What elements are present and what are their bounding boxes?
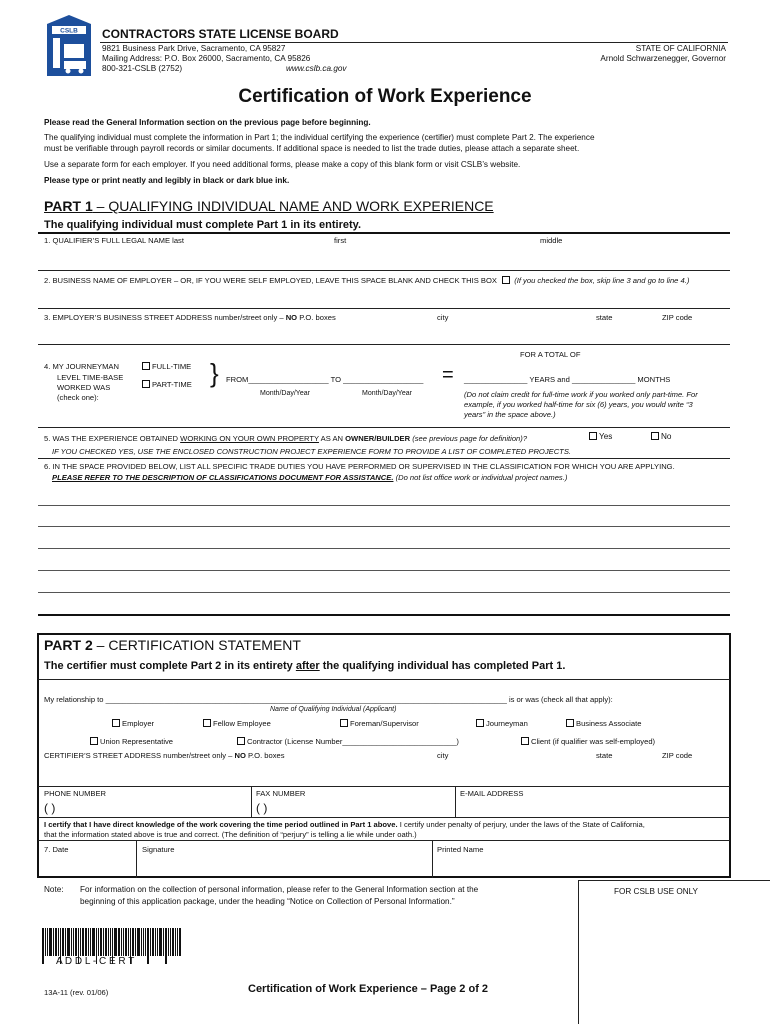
board-name: CONTRACTORS STATE LICENSE BOARD bbox=[102, 27, 339, 41]
q5-yes-option[interactable] bbox=[589, 432, 612, 441]
relationship-field[interactable]: My relationship to _______________________________________________________________________________________________ is or was (check all that apply): bbox=[44, 695, 613, 704]
part2-subheading-a: The certifier must complete Part 2 in its entirety bbox=[44, 660, 296, 672]
part2-subheading-b: the qualifying individual has completed Part 1. bbox=[319, 660, 566, 672]
certification-rest: I certify under penalty of perjury, under the laws of the State of California, bbox=[397, 820, 645, 829]
self-employed-checkbox[interactable] bbox=[502, 276, 510, 284]
fulltime-label: FULL-TIME bbox=[152, 362, 192, 371]
address-line-1: 9821 Business Park Drive, Sacramento, CA 95827 bbox=[102, 44, 286, 53]
part2-heading bbox=[44, 637, 301, 653]
form-id: 13A-11 (rev. 01/06) bbox=[44, 988, 109, 997]
certifier-street-label bbox=[44, 751, 285, 760]
intro-line-1: Please read the General Information section on the previous page before beginning. bbox=[44, 118, 371, 127]
part2-label: PART 2 bbox=[44, 637, 93, 653]
q3-state-label: state bbox=[596, 313, 613, 322]
q5-no-checkbox[interactable] bbox=[651, 432, 659, 440]
q5-label-b: AS AN bbox=[318, 434, 346, 443]
phone-number: 800-321-CSLB (2752) bbox=[102, 64, 183, 73]
trade-duties-line-3[interactable] bbox=[38, 548, 730, 549]
q6-note-italic: (Do not list office work or individual project names.) bbox=[393, 473, 568, 482]
q3-address-field[interactable] bbox=[44, 324, 728, 342]
svg-text:CSLB: CSLB bbox=[60, 27, 78, 35]
parttime-option[interactable] bbox=[142, 380, 192, 389]
q4-from-format: Month/Day/Year bbox=[260, 390, 310, 397]
q2-label bbox=[44, 276, 689, 285]
certifier-state-label: state bbox=[596, 751, 613, 760]
certification-line-1 bbox=[44, 820, 645, 829]
signature-label: Signature bbox=[142, 845, 175, 854]
parttime-checkbox[interactable] bbox=[142, 380, 150, 388]
intro-line-5: Please type or print neatly and legibly in black or dark blue ink. bbox=[44, 176, 290, 185]
trade-duties-line-5[interactable] bbox=[38, 592, 730, 593]
certification-line-2: that the information stated above is true and correct. (The definition of “perjury” is telling a lie while under oath.) bbox=[44, 830, 417, 839]
part1-subheading: The qualifying individual must complete Part 1 in its entirety. bbox=[44, 219, 362, 231]
q3-city-label: city bbox=[437, 313, 449, 322]
part2-subheading-u: after bbox=[295, 660, 320, 672]
q5-yes-checkbox[interactable] bbox=[589, 432, 597, 440]
q1-middle-label: middle bbox=[540, 236, 563, 245]
q6-note-bold: PLEASE REFER TO THE DESCRIPTION OF CLASSIFICATIONS DOCUMENT FOR ASSISTANCE. bbox=[52, 473, 394, 482]
q4-years-months-field[interactable]: _______________ YEARS and _______________ MONTHS bbox=[464, 375, 671, 384]
intro-line-3: must be verifiable through payroll records or similar documents. If additional space is needed to list the trade duties, please attach a separate sheet. bbox=[44, 144, 580, 153]
governor-label: Arnold Schwarzenegger, Governor bbox=[600, 54, 726, 63]
contractor-option[interactable] bbox=[237, 737, 459, 746]
journeyman-label: Journeyman bbox=[486, 719, 528, 728]
fax-field[interactable]: ( ) bbox=[256, 801, 268, 815]
certification-bold: I certify that I have direct knowledge of the work covering the time period outlined in Part 1 above. bbox=[44, 820, 398, 829]
printed-name-field[interactable] bbox=[437, 856, 726, 874]
business-associate-option[interactable] bbox=[566, 719, 641, 728]
trade-duties-line-4[interactable] bbox=[38, 570, 730, 571]
journeyman-checkbox[interactable] bbox=[476, 719, 484, 727]
email-field[interactable] bbox=[460, 800, 726, 815]
certifier-street-a: CERTIFIER’S STREET ADDRESS number/street only – bbox=[44, 751, 235, 760]
trade-duties-line-1[interactable] bbox=[38, 505, 730, 506]
footer-page-title: Certification of Work Experience – Page 2 of 2 bbox=[248, 983, 489, 995]
certifier-city-label: city bbox=[437, 751, 449, 760]
client-label: Client (if qualifier was self-employed) bbox=[531, 737, 656, 746]
q4-note-3: years” in the space above.) bbox=[464, 410, 556, 419]
qi-name-caption: Name of Qualifying Individual (Applicant) bbox=[270, 706, 397, 713]
state-label: STATE OF CALIFORNIA bbox=[635, 44, 726, 53]
business-associate-label: Business Associate bbox=[576, 719, 642, 728]
fellow-employee-checkbox[interactable] bbox=[203, 719, 211, 727]
client-option[interactable] bbox=[521, 737, 655, 746]
q3-label bbox=[44, 313, 336, 322]
q5-label-bold: OWNER/BUILDER bbox=[345, 434, 411, 443]
q4-total-label: FOR A TOTAL OF bbox=[520, 350, 581, 359]
phone-label: PHONE NUMBER bbox=[44, 789, 107, 798]
page-title: Certification of Work Experience bbox=[238, 86, 532, 107]
q4-brace: } bbox=[210, 358, 219, 388]
note-line-1: For information on the collection of personal information, please refer to the General Information section at the bbox=[80, 885, 479, 894]
q2-employer-field[interactable] bbox=[44, 288, 728, 306]
q5-label bbox=[44, 434, 527, 443]
fellow-employee-label: Fellow Employee bbox=[213, 719, 271, 728]
q1-first-label: first bbox=[334, 236, 347, 245]
contractor-label: Contractor (License Number___________________________) bbox=[247, 737, 459, 746]
q3-zip-label: ZIP code bbox=[662, 313, 693, 322]
trade-duties-line-2[interactable] bbox=[38, 526, 730, 527]
signature-field[interactable] bbox=[142, 856, 428, 874]
q4-equals: = bbox=[442, 364, 454, 386]
q2-note: (If you checked the box, skip line 3 and go to line 4.) bbox=[514, 276, 690, 285]
date-label: 7. Date bbox=[44, 845, 69, 854]
fulltime-checkbox[interactable] bbox=[142, 362, 150, 370]
q4-date-range-field[interactable]: FROM___________________ TO ___________________ bbox=[226, 375, 424, 384]
note-label: Note: bbox=[44, 885, 64, 894]
q2-label-text: 2. BUSINESS NAME OF EMPLOYER – OR, IF YOU WERE SELF EMPLOYED, LEAVE THIS SPACE BLANK AND CHECK THIS BOX bbox=[44, 276, 497, 285]
q4-note-1: (Do not claim credit for full-time work if you worked only part-time. For bbox=[464, 390, 698, 399]
address-line-2: Mailing Address: P.O. Box 26000, Sacramento, CA 95826 bbox=[102, 54, 311, 63]
q5-label-c: (see previous page for definition)? bbox=[410, 434, 528, 443]
note-line-2: beginning of this application package, under the heading “Notice on Collection of Personal Information.” bbox=[80, 897, 455, 906]
employer-label: Employer bbox=[122, 719, 155, 728]
email-label: E-MAIL ADDRESS bbox=[460, 789, 524, 798]
contractor-checkbox[interactable] bbox=[237, 737, 245, 745]
phone-field[interactable]: ( ) bbox=[44, 801, 56, 815]
parttime-label: PART-TIME bbox=[152, 380, 192, 389]
intro-line-4: Use a separate form for each employer. If you need additional forms, please make a copy of this blank form or visit CSLB’s website. bbox=[44, 160, 521, 169]
website-link[interactable]: www.cslb.ca.gov bbox=[286, 64, 347, 73]
q5-yes-label: Yes bbox=[599, 432, 613, 441]
q1-label: 1. QUALIFIER’S FULL LEGAL NAME last bbox=[44, 236, 184, 245]
q3-label-a: 3. EMPLOYER’S BUSINESS STREET ADDRESS number/street only – bbox=[44, 313, 286, 322]
journeyman-option[interactable] bbox=[476, 719, 528, 728]
cslb-logo bbox=[46, 14, 92, 76]
foreman-option[interactable] bbox=[340, 719, 419, 728]
cslb-use-label: FOR CSLB USE ONLY bbox=[614, 887, 699, 896]
employer-checkbox[interactable] bbox=[112, 719, 120, 727]
part1-title: – QUALIFYING INDIVIDUAL NAME AND WORK EXPERIENCE bbox=[92, 198, 494, 214]
q4-label-1: 4. MY JOURNEYMAN bbox=[44, 362, 119, 371]
q6-note bbox=[52, 473, 567, 482]
q4-label-3: WORKED WAS bbox=[57, 383, 111, 392]
q3-label-b: P.O. boxes bbox=[297, 313, 336, 322]
q5-note: IF YOU CHECKED YES, USE THE ENCLOSED CONSTRUCTION PROJECT EXPERIENCE FORM TO PROVIDE A LIST OF COMPLETED PROJECTS. bbox=[52, 447, 571, 456]
foreman-label: Foreman/Supervisor bbox=[350, 719, 419, 728]
q6-label: 6. IN THE SPACE PROVIDED BELOW, LIST ALL SPECIFIC TRADE DUTIES YOU HAVE PERFORMED OR SUPERVISED IN THE CLASSIFICATION FOR WHICH YOU ARE APPLYING. bbox=[44, 462, 675, 471]
q4-label-2: LEVEL TIME-BASE bbox=[57, 373, 124, 382]
q4-label-4: (check one): bbox=[57, 393, 99, 402]
union-rep-label: Union Representative bbox=[100, 737, 174, 746]
part1-label: PART 1 bbox=[44, 198, 93, 214]
q5-label-a: 5. WAS THE EXPERIENCE OBTAINED bbox=[44, 434, 181, 443]
q4-to-format: Month/Day/Year bbox=[362, 390, 412, 397]
date-field[interactable] bbox=[44, 856, 132, 874]
certifier-zip-label: ZIP code bbox=[662, 751, 693, 760]
fax-label: FAX NUMBER bbox=[256, 789, 306, 798]
q3-label-no: NO bbox=[285, 313, 298, 322]
business-associate-checkbox[interactable] bbox=[566, 719, 574, 727]
certifier-address-field[interactable] bbox=[44, 762, 728, 784]
union-rep-checkbox[interactable] bbox=[90, 737, 98, 745]
part1-heading bbox=[44, 198, 494, 214]
part2-title: – CERTIFICATION STATEMENT bbox=[92, 637, 301, 653]
q1-name-field[interactable] bbox=[44, 246, 728, 268]
fellow-employee-option[interactable] bbox=[203, 719, 271, 728]
client-checkbox[interactable] bbox=[521, 737, 529, 745]
printed-name-label: Printed Name bbox=[437, 845, 484, 854]
cslb-use-box bbox=[578, 880, 770, 1024]
fulltime-option[interactable] bbox=[142, 362, 191, 371]
q4-note-2: example, if you worked half-time for six (6) years, you would write “3 bbox=[464, 400, 693, 409]
certifier-street-no: NO bbox=[234, 751, 246, 760]
intro-line-2: The qualifying individual must complete the information in Part 1; the individual certifying the experience (certifier) must complete Part 2. The experience bbox=[44, 133, 595, 142]
barcode-text: A D D L - C E R T bbox=[56, 956, 135, 967]
part2-subheading bbox=[44, 660, 565, 672]
certifier-street-b: P.O. boxes bbox=[245, 751, 285, 760]
foreman-checkbox[interactable] bbox=[340, 719, 348, 727]
q5-no-option[interactable] bbox=[651, 432, 671, 441]
employer-option[interactable] bbox=[112, 719, 154, 728]
q5-no-label: No bbox=[661, 432, 672, 441]
q5-label-u: WORKING ON YOUR OWN PROPERTY bbox=[180, 434, 319, 443]
union-rep-option[interactable] bbox=[90, 737, 173, 746]
